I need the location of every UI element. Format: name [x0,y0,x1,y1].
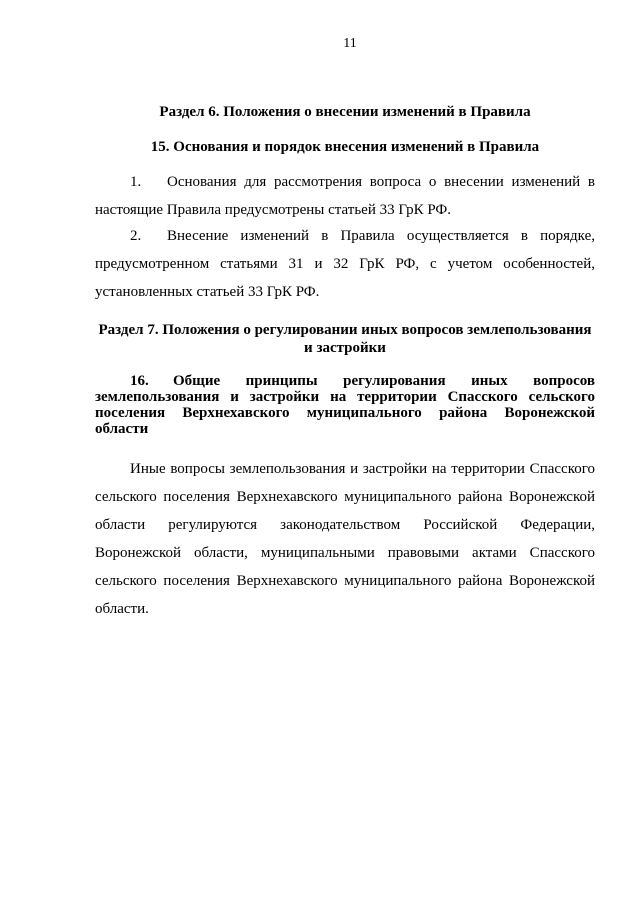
page-number: 11 [343,36,357,51]
article-16-body: Иные вопросы землепользования и застройки на территории Спасского сельского поселения Верхнехавского муниципального района Воронежской области регулируются законодательством Российской Федерации, Воронежской области, муниципальными правовыми актами Спасского сельского поселения Верхнехавского муниципального района Воронежской области. [95,461,595,617]
item-text: Основания для рассмотрения вопроса о внесении изменений в настоящие Правила предусмотрены статьей 33 ГрК РФ. [95,174,595,218]
item-text: Внесение изменений в Правила осуществляется в порядке, предусмотренном статьями 31 и 32 ГрК РФ, с учетом особенностей, установленных статьей 33 ГрК РФ. [95,228,595,300]
article-16-number: 16. [130,373,149,389]
item-number: 2. [130,228,142,244]
section-6-heading: Раздел 6. Положения о внесении изменений в Правила [159,104,531,120]
section-7-heading: Раздел 7. Положения о регулировании иных вопросов землепользования и застройки [98,322,592,356]
article-15-item-2 [95,222,595,306]
article-16-title: Общие принципы регулирования иных вопросов землепользования и застройки на территории Спасского сельского поселения Верхнехавского муниципального района Воронежской области [95,373,595,437]
article-16-heading [95,373,595,437]
item-number: 1. [130,174,142,190]
article-15-heading: 15. Основания и порядок внесения изменений в Правила [150,139,540,155]
article-15-item-1 [95,168,595,224]
